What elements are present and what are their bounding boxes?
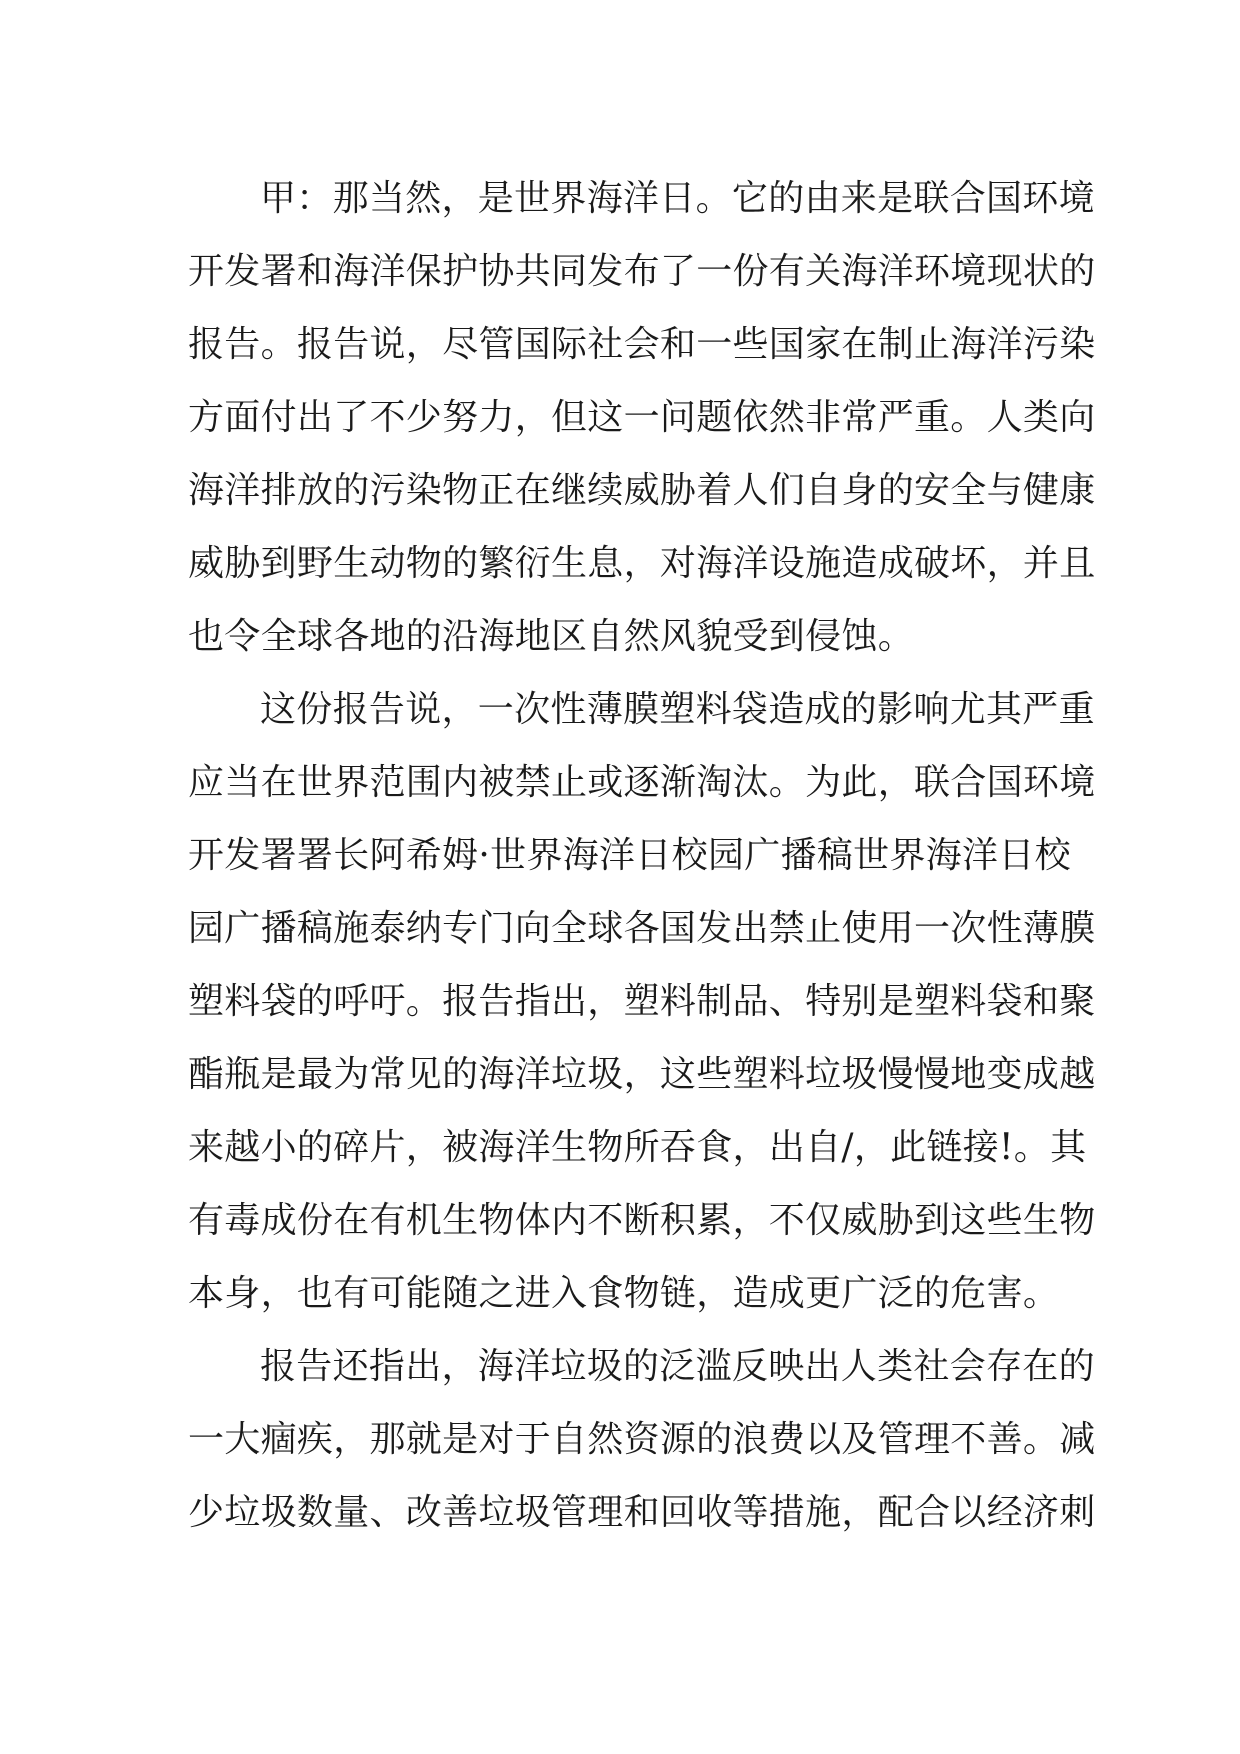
text-line: 海洋排放的污染物正在继续威胁着人们自身的安全与健康 xyxy=(188,470,1096,511)
body-text xyxy=(188,169,1096,1556)
text-line: 这份报告说，一次性薄膜塑料袋造成的影响尤其严重 xyxy=(260,689,1095,730)
text-line: 园广播稿施泰纳专门向全球各国发出禁止使用一次性薄膜 xyxy=(188,908,1096,949)
text-line: 应当在世界范围内被禁止或逐渐淘汰。为此，联合国环境 xyxy=(188,762,1096,803)
text-line: 本身，也有可能随之进入食物链，造成更广泛的危害。 xyxy=(188,1273,1060,1314)
text-line: 塑料袋的呼吁。报告指出，塑料制品、特别是塑料袋和聚 xyxy=(188,981,1096,1022)
text-line: 有毒成份在有机生物体内不断积累，不仅威胁到这些生物 xyxy=(188,1200,1096,1241)
text-line: 少垃圾数量、改善垃圾管理和回收等措施，配合以经济刺 xyxy=(188,1492,1096,1533)
text-line: 方面付出了不少努力，但这一问题依然非常严重。人类向 xyxy=(188,397,1096,438)
text-line: 一大痼疾，那就是对于自然资源的浪费以及管理不善。减 xyxy=(188,1419,1096,1460)
text-line: 开发署署长阿希姆·世界海洋日校园广播稿世界海洋日校 xyxy=(188,835,1071,876)
text-line: 来越小的碎片，被海洋生物所吞食，出自/，此链接!。其 xyxy=(188,1127,1087,1168)
text-line: 甲：那当然，是世界海洋日。它的由来是联合国环境 xyxy=(260,178,1095,219)
text-line: 报告还指出，海洋垃圾的泛滥反映出人类社会存在的 xyxy=(260,1346,1095,1387)
text-line: 也令全球各地的沿海地区自然风貌受到侵蚀。 xyxy=(188,616,915,657)
text-line: 威胁到野生动物的繁衍生息，对海洋设施造成破坏，并且 xyxy=(188,543,1096,584)
text-line: 报告。报告说，尽管国际社会和一些国家在制止海洋污染 xyxy=(188,324,1096,365)
text-line: 开发署和海洋保护协共同发布了一份有关海洋环境现状的 xyxy=(188,251,1096,292)
text-line: 酯瓶是最为常见的海洋垃圾，这些塑料垃圾慢慢地变成越 xyxy=(188,1054,1096,1095)
